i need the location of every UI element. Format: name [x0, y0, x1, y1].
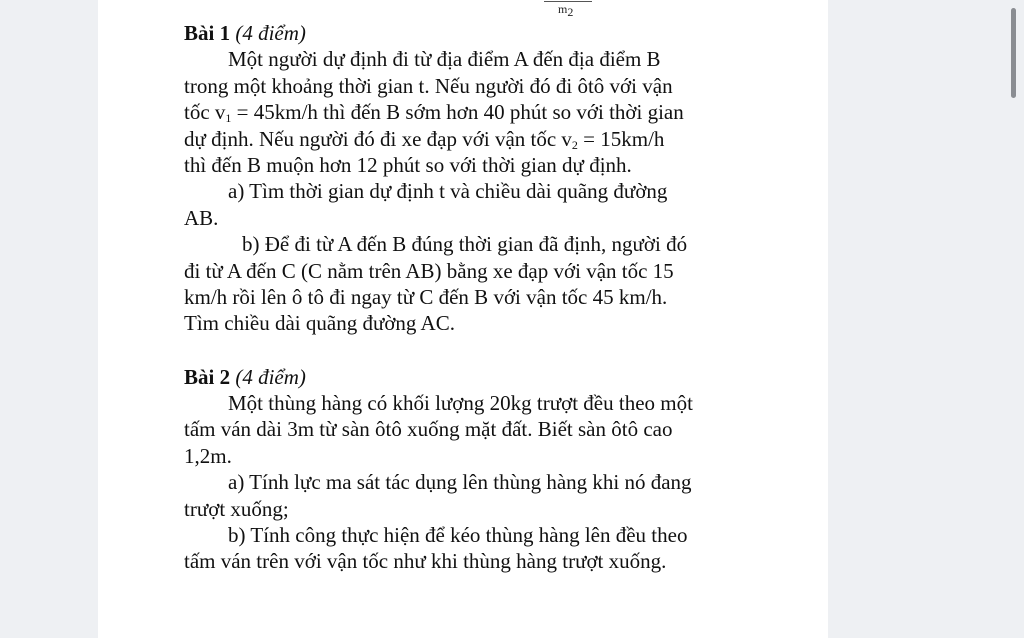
fraction-bar — [544, 1, 592, 2]
bai1-part-a-line-2: AB. — [184, 205, 219, 230]
formula-fragment: $m_2$ — [558, 2, 573, 17]
bai1-line-2: trong một khoảng thời gian t. Nếu người đó đi ôtô với vận — [184, 73, 673, 98]
bai2-line-3: 1,2m. — [184, 443, 232, 468]
bai2-line-2: tấm ván dài 3m từ sàn ôtô xuống mặt đất. Biết sàn ôtô cao — [184, 417, 673, 442]
bai1-heading: Bài 1 (4 điểm) — [184, 21, 306, 45]
bai2-heading: Bài 2 (4 điểm) — [184, 364, 306, 389]
document-page — [98, 0, 828, 638]
bai1-line-3: tốc $v_1 = 45km/h$ thì đến B sớm hơn 40 phút so với thời gian — [184, 100, 684, 126]
bai1-part-b-line-4: Tìm chiều dài quãng đường AC. — [184, 311, 455, 336]
bai2-line-1: Một thùng hàng có khối lượng 20kg trượt đều theo một — [228, 391, 693, 416]
scrollbar-thumb[interactable] — [1011, 8, 1016, 98]
bai1-line-5: thì đến B muộn hơn 12 phút so với thời gian dự định. — [184, 152, 632, 177]
bai2-part-a-line-1: a) Tính lực ma sát tác dụng lên thùng hàng khi nó đang — [228, 470, 692, 495]
bai2-part-a-line-2: trượt xuống; — [184, 496, 289, 521]
bai1-part-b-line-2: đi từ A đến C (C nằm trên AB) bằng xe đạp với vận tốc 15 — [184, 258, 674, 283]
bai1-line-4: dự định. Nếu người đó đi xe đạp với vận tốc $v_2 = 15km/h$ — [184, 126, 665, 152]
section-gap — [184, 337, 780, 364]
bai2-part-b-line-1: b) Tính công thực hiện để kéo thùng hàng lên đều theo — [228, 523, 688, 548]
bai1-part-a-line-1: a) Tìm thời gian dự định t và chiều dài quãng đường — [228, 179, 668, 204]
bai2-part-b-line-2: tấm ván trên với vận tốc như khi thùng hàng trượt xuống. — [184, 549, 667, 574]
problem-text — [184, 20, 780, 575]
bai1-part-b-line-1: b) Để đi từ A đến B đúng thời gian đã định, người đó — [242, 232, 688, 257]
bai1-part-b-line-3: km/h rồi lên ô tô đi ngay từ C đến B với vận tốc 45 km/h. — [184, 284, 668, 309]
bai1-line-1: Một người dự định đi từ địa điểm A đến địa điểm B — [228, 47, 661, 72]
